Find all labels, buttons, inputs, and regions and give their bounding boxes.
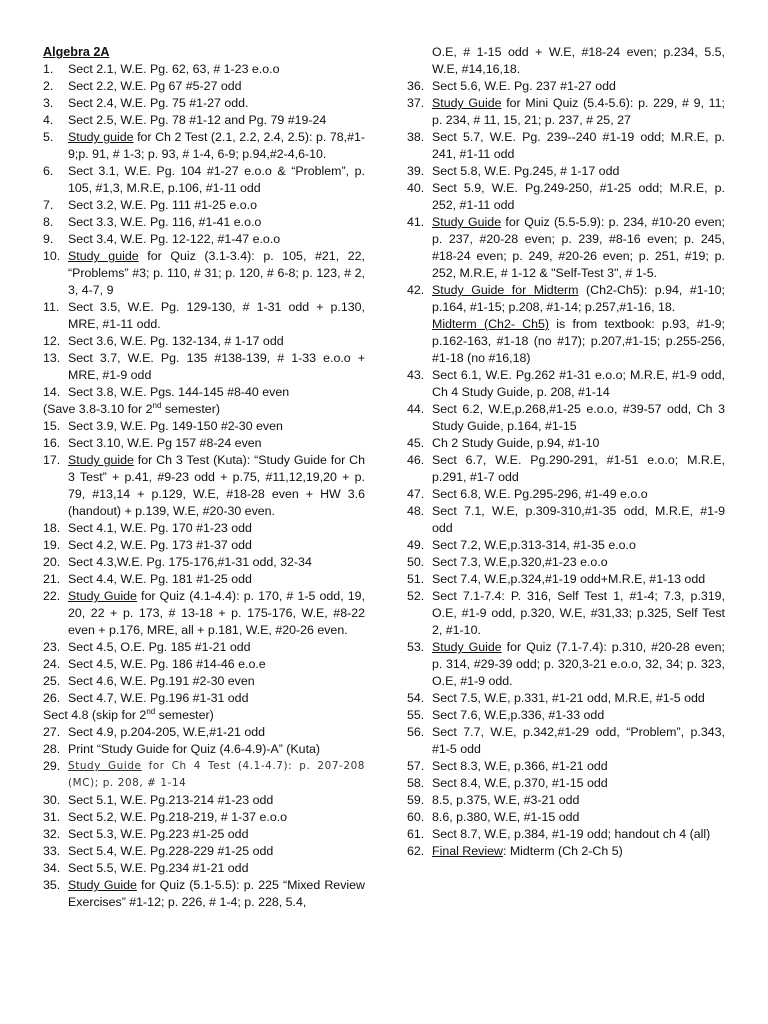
item-number: 30.	[43, 793, 61, 807]
list-item	[407, 214, 725, 282]
item-detail: 8.5, p.375, W.E, #3-21 odd	[432, 793, 580, 807]
list-item	[407, 78, 725, 95]
item-text	[432, 554, 725, 571]
list-item	[43, 537, 365, 554]
list-item	[407, 95, 725, 129]
item-text	[68, 299, 365, 333]
item-detail: Sect 5.8, W.E. Pg.245, # 1-17 odd	[432, 164, 620, 178]
item-text	[432, 588, 725, 639]
study-guide-label: Study Guide	[68, 878, 137, 892]
item-text	[68, 248, 365, 299]
item-text	[432, 792, 725, 809]
item-text	[68, 826, 365, 843]
item-detail: Sect 4.6, W.E. Pg.191 #2-30 even	[68, 674, 255, 688]
item-text	[432, 95, 725, 129]
item-detail: Sect 6.1, W.E. Pg.262 #1-31 e.o.o; M.R.E, #1-9 odd, Ch 4 Study Guide, p. 208, #1-14	[432, 368, 725, 399]
item-number: 38.	[407, 130, 425, 144]
list-item	[407, 367, 725, 401]
item-text	[43, 707, 365, 724]
list-item	[407, 571, 725, 588]
item-detail: Sect 5.5, W.E. Pg.234 #1-21 odd	[68, 861, 249, 875]
item-text	[68, 214, 365, 231]
item-detail: Sect 4.3,W.E. Pg. 175-176,#1-31 odd, 32-34	[68, 555, 312, 569]
item-number: 36.	[407, 79, 425, 93]
item-detail: Sect 7.5, W.E, p.331, #1-21 odd, M.R.E, #1-5 odd	[432, 691, 705, 705]
list-item	[43, 673, 365, 690]
list-item	[407, 826, 725, 843]
item-number: 4.	[43, 113, 54, 127]
item-number: 59.	[407, 793, 425, 807]
list-item	[43, 741, 365, 758]
item-text	[68, 758, 365, 792]
item-text	[68, 571, 365, 588]
item-text	[432, 78, 725, 95]
item-detail: Sect 5.1, W.E. Pg.213-214 #1-23 odd	[68, 793, 274, 807]
item-detail: Print “Study Guide for Quiz (4.6-4.9)-A” (Kuta)	[68, 742, 321, 756]
item-number: 49.	[407, 538, 425, 552]
item-detail: for Quiz (4.1-4.4): p. 170, # 1-5 odd, 19, 20, 22 + p. 173, # 13-18 + p. 175-176, W.E, #8-22 even + p.176, MRE, all + p.181, W.E, #20-26 even.	[68, 589, 365, 637]
item-number: 14.	[43, 385, 61, 399]
list-item	[407, 401, 725, 435]
item-number: 46.	[407, 453, 425, 467]
item-number: 10.	[43, 249, 61, 263]
item-text	[68, 435, 365, 452]
item-text	[68, 843, 365, 860]
item-detail: Sect 7.4, W.E,p.324,#1-19 odd+M.R.E, #1-13 odd	[432, 572, 706, 586]
item-number: 41.	[407, 215, 425, 229]
item-detail: Sect 3.6, W.E. Pg. 132-134, # 1-17 odd	[68, 334, 284, 348]
study-guide-label: Study guide	[68, 453, 134, 467]
list-item	[407, 775, 725, 792]
item-detail: Sect 3.9, W.E. Pg. 149-150 #2-30 even	[68, 419, 283, 433]
item-text	[432, 843, 725, 860]
item-detail: Sect 4.5, W.E. Pg. 186 #14-46 e.o.e	[68, 657, 266, 671]
item-text	[68, 809, 365, 826]
item-detail: Sect 6.7, W.E. Pg.290-291, #1-51 e.o.o; M.R.E, p.291, #1-7 odd	[432, 453, 725, 484]
item-number: 47.	[407, 487, 425, 501]
item-text	[68, 520, 365, 537]
item-text	[68, 639, 365, 656]
item-text	[68, 231, 365, 248]
item-detail: Sect 7.7, W.E, p.342,#1-29 odd, “Problem”, p.343, #1-5 odd	[432, 725, 725, 756]
item-text	[68, 418, 365, 435]
study-guide-label: Study Guide	[68, 589, 137, 603]
list-item	[43, 554, 365, 571]
item-detail: (Ch2-Ch5): p.94, #1-10; p.164, #1-15; p.208, #1-14; p.257,#1-16, 18.	[432, 283, 725, 314]
item-detail: for Ch 4 Test (4.1-4.7): p. 207-208 (MC); p. 208, # 1-14	[68, 760, 366, 789]
item-text	[432, 486, 725, 503]
item-number: 53.	[407, 640, 425, 654]
item-text	[432, 452, 725, 486]
list-item	[43, 418, 365, 435]
item-detail: Sect 3.8, W.E. Pgs. 144-145 #8-40 even	[68, 385, 290, 399]
study-guide-label: Study Guide	[68, 760, 142, 772]
item-text	[432, 537, 725, 554]
list-item	[407, 129, 725, 163]
item-text	[432, 826, 725, 843]
item-number: 29.	[43, 759, 61, 773]
item-detail: Sect 3.3, W.E. Pg. 116, #1-41 e.o.o	[68, 215, 262, 229]
list-item	[43, 214, 365, 231]
item-text	[432, 690, 725, 707]
item-text	[432, 775, 725, 792]
item-number: 50.	[407, 555, 425, 569]
item-detail: Sect 6.8, W.E. Pg.295-296, #1-49 e.o.o	[432, 487, 648, 501]
item-text	[68, 690, 365, 707]
list-item	[43, 61, 365, 78]
item-detail: semester)	[155, 708, 214, 722]
study-guide-label: Study Guide	[432, 215, 502, 229]
item-number: 23.	[43, 640, 61, 654]
item-number: 42.	[407, 283, 425, 297]
item-detail: Sect 3.2, W.E. Pg. 111 #1-25 e.o.o	[68, 198, 257, 212]
item-text	[432, 571, 725, 588]
item-number: 27.	[43, 725, 61, 739]
list-item	[407, 180, 725, 214]
item-detail: Sect 5.7, W.E. Pg. 239--240 #1-19 odd; M.R.E, p. 241, #1-11 odd	[432, 130, 725, 161]
item-text	[68, 112, 365, 129]
item-number: 3.	[43, 96, 54, 110]
list-item	[43, 95, 365, 112]
item-text	[43, 401, 365, 418]
item-detail: Sect 2.1, W.E. Pg. 62, 63, # 1-23 e.o.o	[68, 62, 280, 76]
item-detail: 8.6, p.380, W.E, #1-15 odd	[432, 810, 580, 824]
item-detail: Sect 3.10, W.E. Pg 157 #8-24 even	[68, 436, 262, 450]
list-item	[43, 588, 365, 639]
list-item	[43, 860, 365, 877]
item-text	[432, 401, 725, 435]
item-detail: Sect 5.9, W.E. Pg.249-250, #1-25 odd; M.R.E, p. 252, #1-11 odd	[432, 181, 725, 212]
item-number: 7.	[43, 198, 54, 212]
list-item	[43, 690, 365, 707]
item-number: 6.	[43, 164, 54, 178]
item-text	[68, 384, 365, 401]
list-item	[407, 724, 725, 758]
item-number: 20.	[43, 555, 61, 569]
item-text	[432, 503, 725, 537]
list-item	[43, 129, 365, 163]
item-detail: Sect 6.2, W.E,p.268,#1-25 e.o.o, #39-57 odd, Ch 3 Study Guide, p.164, #1-15	[432, 402, 725, 433]
item-text	[432, 809, 725, 826]
item-number: 60.	[407, 810, 425, 824]
item-number: 51.	[407, 572, 425, 586]
item-text	[68, 537, 365, 554]
list-item	[407, 843, 725, 860]
item-number: 9.	[43, 232, 54, 246]
item-detail: Sect 5.4, W.E. Pg.228-229 #1-25 odd	[68, 844, 274, 858]
list-item	[43, 809, 365, 826]
item-text	[68, 197, 365, 214]
list-item	[43, 299, 365, 333]
list-item	[43, 724, 365, 741]
item-text	[68, 95, 365, 112]
item-detail: is from textbook: p.93, #1-9; p.162-163, #1-18 (no #17); p.207,#1-15; p.255-256, #1-18 (no #16,18)	[432, 317, 725, 365]
list-item	[43, 384, 365, 401]
item-number: 56.	[407, 725, 425, 739]
item-number: 54.	[407, 691, 425, 705]
list-item	[43, 452, 365, 520]
item-detail: Sect 4.2, W.E. Pg. 173 #1-37 odd	[68, 538, 252, 552]
item-number: 24.	[43, 657, 61, 671]
list-item	[43, 112, 365, 129]
item-detail: Sect 4.9, p.204-205, W.E,#1-21 odd	[68, 725, 266, 739]
list-item	[43, 758, 365, 792]
midterm-label: Midterm (Ch2- Ch5)	[432, 317, 550, 331]
item-number: 5.	[43, 130, 54, 144]
item-detail: Sect 3.4, W.E. Pg. 12-122, #1-47 e.o.o	[68, 232, 281, 246]
item-number: 19.	[43, 538, 61, 552]
item-number: 52.	[407, 589, 425, 603]
right-column	[407, 44, 725, 860]
item-text	[432, 758, 725, 775]
item-text	[432, 180, 725, 214]
left-column	[43, 44, 365, 911]
item-number: 15.	[43, 419, 61, 433]
list-item	[43, 639, 365, 656]
list-item	[43, 571, 365, 588]
item-text	[68, 78, 365, 95]
item-detail: Sect 8.4, W.E, p.370, #1-15 odd	[432, 776, 608, 790]
list-item	[43, 350, 365, 384]
list-item	[43, 520, 365, 537]
item-number: 48.	[407, 504, 425, 518]
item-number: 55.	[407, 708, 425, 722]
list-item	[407, 809, 725, 826]
study-guide-label: Study Guide	[432, 640, 502, 654]
study-guide-label: Study Guide for Midterm	[432, 283, 579, 297]
item-number: 11.	[43, 300, 60, 314]
list-item	[407, 282, 725, 367]
item-detail: Sect 7.2, W.E,p.313-314, #1-35 e.o.o	[432, 538, 636, 552]
item-text	[432, 367, 725, 401]
item-detail: for Ch 2 Test (2.1, 2.2, 2.4, 2.5): p. 78,#1-9;p. 91, # 1-3; p. 93, # 1-4, 6-9; p.94,#2-4,6-10.	[68, 130, 365, 161]
item-number: 18.	[43, 521, 61, 535]
list-item	[407, 690, 725, 707]
list-item	[407, 435, 725, 452]
item-number: 39.	[407, 164, 425, 178]
list-item	[407, 639, 725, 690]
item-number: 57.	[407, 759, 425, 773]
item-number: 58.	[407, 776, 425, 790]
list-item	[43, 78, 365, 95]
item-text	[68, 163, 365, 197]
item-detail: semester)	[161, 402, 220, 416]
item-number: 26.	[43, 691, 61, 705]
superscript: nd	[146, 706, 156, 716]
item-number: 35.	[43, 878, 61, 892]
item-prefix: Sect 4.8 (skip for 2	[43, 708, 147, 722]
item-text	[68, 877, 365, 911]
item-text	[432, 214, 725, 282]
superscript: nd	[152, 400, 162, 410]
list-item	[407, 758, 725, 775]
item-text	[68, 554, 365, 571]
list-item	[407, 163, 725, 180]
item-detail: Sect 4.1, W.E. Pg. 170 #1-23 odd	[68, 521, 252, 535]
item-text	[68, 588, 365, 639]
list-item	[43, 197, 365, 214]
item-detail: Sect 5.6, W.E. Pg. 237 #1-27 odd	[432, 79, 616, 93]
assignment-list-left	[43, 61, 365, 911]
list-item	[43, 843, 365, 860]
list-item	[43, 231, 365, 248]
item-number: 2.	[43, 79, 54, 93]
study-guide-label: Study Guide	[432, 96, 502, 110]
item-text	[432, 707, 725, 724]
list-item	[407, 588, 725, 639]
item-detail: Sect 8.7, W.E, p.384, #1-19 odd; handout ch 4 (all)	[432, 827, 711, 841]
item-text	[68, 333, 365, 350]
item-detail: Sect 3.5, W.E. Pg. 129-130, # 1-31 odd + p.130, MRE, #1-11 odd.	[68, 300, 365, 331]
item-detail: Sect 7.6, W.E,p.336, #1-33 odd	[432, 708, 605, 722]
item-detail: Sect 7.1-7.4: P. 316, Self Test 1, #1-4; 7.3, p.319, O.E, #1-9 odd, p.320, W.E, #31,33; p.325, Self Test 2, #1-10.	[432, 589, 725, 637]
list-item	[407, 554, 725, 571]
item-text	[68, 673, 365, 690]
item-detail: for Quiz (5.5-5.9): p. 234, #10-20 even; p. 237, #20-28 even; p. 239, #8-16 even; p. 245, #18-24 even; p. 249, #20-26 even; p. 251, #19; p. 252, M.R.E, # 1-12 & "Self-Test 3", # 1-5.	[432, 215, 725, 280]
list-item	[43, 707, 365, 724]
item-detail: Sect 2.5, W.E. Pg. 78 #1-12 and Pg. 79 #19-24	[68, 113, 327, 127]
item-text	[432, 639, 725, 690]
item-detail: Sect 2.2, W.E. Pg 67 #5-27 odd	[68, 79, 242, 93]
item-number: 8.	[43, 215, 54, 229]
item-number: 40.	[407, 181, 425, 195]
item-detail: : Midterm (Ch 2-Ch 5)	[502, 844, 623, 858]
item-detail: Sect 4.5, O.E. Pg. 185 #1-21 odd	[68, 640, 251, 654]
item-detail: for Ch 3 Test (Kuta): “Study Guide for Ch 3 Test” + p.41, #9-23 odd + p.75, #11,12,19,20 + p. 79, #13,14 + p.129, W.E, #18-28 even + HW 3.6 (handout) + p.139, W.E, #20-30 even.	[68, 453, 365, 518]
item-text	[432, 282, 725, 367]
item-number: 1.	[43, 62, 54, 76]
item-text	[68, 724, 365, 741]
item-text	[68, 741, 365, 758]
item-text	[68, 129, 365, 163]
item-number: 34.	[43, 861, 61, 875]
item-detail: Sect 4.7, W.E. Pg.196 #1-31 odd	[68, 691, 249, 705]
list-item	[407, 707, 725, 724]
item-number: 16.	[43, 436, 61, 450]
item-text	[68, 860, 365, 877]
study-guide-label: Study guide	[68, 130, 134, 144]
item-text	[432, 163, 725, 180]
item-number: 21.	[43, 572, 61, 586]
item-text	[68, 656, 365, 673]
list-item	[43, 826, 365, 843]
item-number: 25.	[43, 674, 61, 688]
list-item	[43, 163, 365, 197]
item-detail: for Mini Quiz (5.4-5.6): p. 229, # 9, 11; p. 234, # 11, 15, 21; p. 237, # 25, 27	[432, 96, 725, 127]
item-text	[68, 792, 365, 809]
list-item	[43, 435, 365, 452]
item-detail: Ch 2 Study Guide, p.94, #1-10	[432, 436, 600, 450]
list-item	[43, 877, 365, 911]
item-number: 17.	[43, 453, 61, 467]
item-number: 28.	[43, 742, 61, 756]
item-number: 45.	[407, 436, 425, 450]
list-item	[43, 248, 365, 299]
item-detail: Sect 2.4, W.E. Pg. 75 #1-27 odd.	[68, 96, 249, 110]
item-detail: Sect 5.3, W.E. Pg.223 #1-25 odd	[68, 827, 249, 841]
item-detail: Sect 5.2, W.E. Pg.218-219, # 1-37 e.o.o	[68, 810, 288, 824]
item-number: 31.	[43, 810, 61, 824]
item-text	[68, 350, 365, 384]
item-detail: Sect 3.7, W.E. Pg. 135 #138-139, # 1-33 e.o.o + MRE, #1-9 odd	[68, 351, 365, 382]
item-detail: for Quiz (7.1-7.4): p.310, #20-28 even; p. 314, #29-39 odd; p. 320,3-21 e.o.o, 32, 34; p. 323, O.E, #1-9 odd.	[432, 640, 725, 688]
item-detail: Sect 3.1, W.E. Pg. 104 #1-27 e.o.o & “Problem”, p. 105, #1,3, M.R.E, p.106, #1-11 odd	[68, 164, 365, 195]
study-guide-label: Study guide	[68, 249, 139, 263]
item-number: 32.	[43, 827, 61, 841]
item-number: 37.	[407, 96, 425, 110]
assignment-list-right	[407, 44, 725, 860]
list-item	[407, 537, 725, 554]
item-number: 33.	[43, 844, 61, 858]
item-number: 43.	[407, 368, 425, 382]
list-item-continuation: O.E, # 1-15 odd + W.E, #18-24 even; p.234, 5.5, W.E, #14,16,18.	[432, 45, 725, 76]
list-item	[43, 792, 365, 809]
item-text	[432, 724, 725, 758]
list-item	[43, 333, 365, 350]
study-guide-label: Final Review	[432, 844, 503, 858]
item-number: 62.	[407, 844, 425, 858]
item-detail: for Quiz (5.1-5.5): p. 225 “Mixed Review Exercises” #1-12; p. 226, # 1-4; p. 228, 5.4,	[68, 878, 365, 909]
item-number: 44.	[407, 402, 425, 416]
document-title: Algebra 2A	[43, 45, 110, 59]
item-detail: for Quiz (3.1-3.4): p. 105, #21, 22, “Problems” #3; p. 110, # 31; p. 120, # 6-8; p. 123, # 2, 3, 4-7, 9	[68, 249, 365, 297]
list-item	[43, 656, 365, 673]
item-number: 61.	[407, 827, 425, 841]
list-item	[407, 792, 725, 809]
item-text	[432, 129, 725, 163]
item-text	[68, 452, 365, 520]
list-item	[407, 503, 725, 537]
item-number: 22.	[43, 589, 61, 603]
item-number: 13.	[43, 351, 61, 365]
list-item	[407, 486, 725, 503]
item-text	[68, 61, 365, 78]
item-prefix: (Save 3.8-3.10 for 2	[43, 402, 153, 416]
item-detail: Sect 4.4, W.E. Pg. 181 #1-25 odd	[68, 572, 252, 586]
item-detail: Sect 7.3, W.E,p.320,#1-23 e.o.o	[432, 555, 608, 569]
item-detail: Sect 8.3, W.E, p.366, #1-21 odd	[432, 759, 608, 773]
item-detail: Sect 7.1, W.E, p.309-310,#1-35 odd, M.R.E, #1-9 odd	[432, 504, 725, 535]
item-text	[432, 435, 725, 452]
list-item	[43, 401, 365, 418]
item-number: 12.	[43, 334, 61, 348]
list-item	[407, 452, 725, 486]
